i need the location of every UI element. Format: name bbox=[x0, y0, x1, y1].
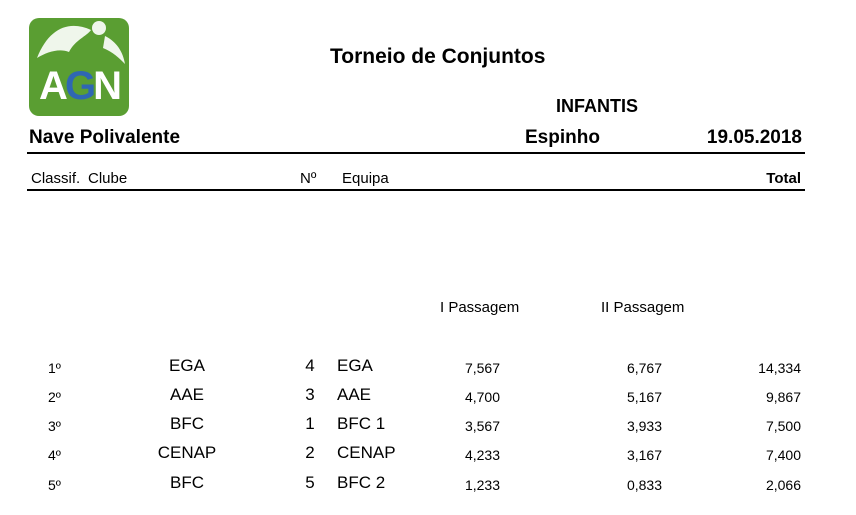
pass1-cell: 7,567 bbox=[464, 360, 500, 376]
table-row bbox=[0, 384, 856, 413]
table-row bbox=[0, 442, 856, 471]
pass2-cell: 6,767 bbox=[626, 360, 662, 376]
rank-cell: 1º bbox=[48, 360, 61, 376]
team-cell: BFC 1 bbox=[337, 414, 386, 433]
pass1-cell: 4,233 bbox=[464, 447, 500, 463]
team-cell: EGA bbox=[337, 356, 373, 375]
col-header-total: Total bbox=[766, 170, 801, 187]
num-cell: 2 bbox=[305, 443, 315, 462]
rank-cell: 5º bbox=[48, 477, 61, 493]
rank-cell: 2º bbox=[48, 389, 61, 405]
total-cell: 14,334 bbox=[758, 360, 801, 376]
col-header-pass1: I Passagem bbox=[440, 299, 520, 316]
pass1-cell: 4,700 bbox=[464, 389, 500, 405]
column-header-divider bbox=[27, 189, 805, 191]
club-cell: EGA bbox=[169, 356, 205, 375]
total-cell: 7,500 bbox=[765, 418, 801, 434]
date-label: 19.05.2018 bbox=[706, 127, 802, 148]
total-cell: 2,066 bbox=[765, 477, 801, 493]
club-cell: BFC bbox=[170, 473, 204, 492]
team-cell: CENAP bbox=[337, 443, 396, 462]
col-header-clube: Clube bbox=[88, 170, 128, 187]
col-header-num: Nº bbox=[300, 170, 317, 187]
rank-cell: 3º bbox=[48, 418, 61, 434]
pass2-cell: 3,167 bbox=[626, 447, 662, 463]
table-row bbox=[0, 472, 856, 501]
pass1-cell: 3,567 bbox=[464, 418, 500, 434]
logo-lettering: AGN bbox=[39, 64, 119, 108]
team-cell: BFC 2 bbox=[337, 473, 386, 492]
page-title: Torneio de Conjuntos bbox=[330, 45, 546, 68]
num-cell: 4 bbox=[305, 356, 315, 375]
club-cell: CENAP bbox=[157, 443, 217, 462]
col-header-pass2: II Passagem bbox=[601, 299, 685, 316]
category-label: INFANTIS bbox=[556, 96, 639, 116]
num-cell: 5 bbox=[305, 473, 315, 492]
club-cell: BFC bbox=[170, 414, 204, 433]
city-label: Espinho bbox=[525, 127, 600, 148]
num-cell: 1 bbox=[305, 414, 315, 433]
num-cell: 3 bbox=[305, 385, 315, 404]
pass2-cell: 3,933 bbox=[626, 418, 662, 434]
total-cell: 7,400 bbox=[765, 447, 801, 463]
club-cell: AAE bbox=[169, 385, 205, 404]
pass1-cell: 1,233 bbox=[464, 477, 500, 493]
pass2-cell: 5,167 bbox=[626, 389, 662, 405]
pass2-cell: 0,833 bbox=[626, 477, 662, 493]
table-row bbox=[0, 355, 856, 384]
rank-cell: 4º bbox=[48, 447, 61, 463]
header-divider bbox=[27, 152, 805, 154]
col-header-equipa: Equipa bbox=[342, 170, 389, 187]
total-cell: 9,867 bbox=[765, 389, 801, 405]
agn-logo bbox=[29, 18, 129, 116]
venue-label: Nave Polivalente bbox=[29, 127, 181, 148]
table-row bbox=[0, 413, 856, 442]
col-header-classif: Classif. bbox=[31, 170, 81, 187]
team-cell: AAE bbox=[337, 385, 372, 404]
